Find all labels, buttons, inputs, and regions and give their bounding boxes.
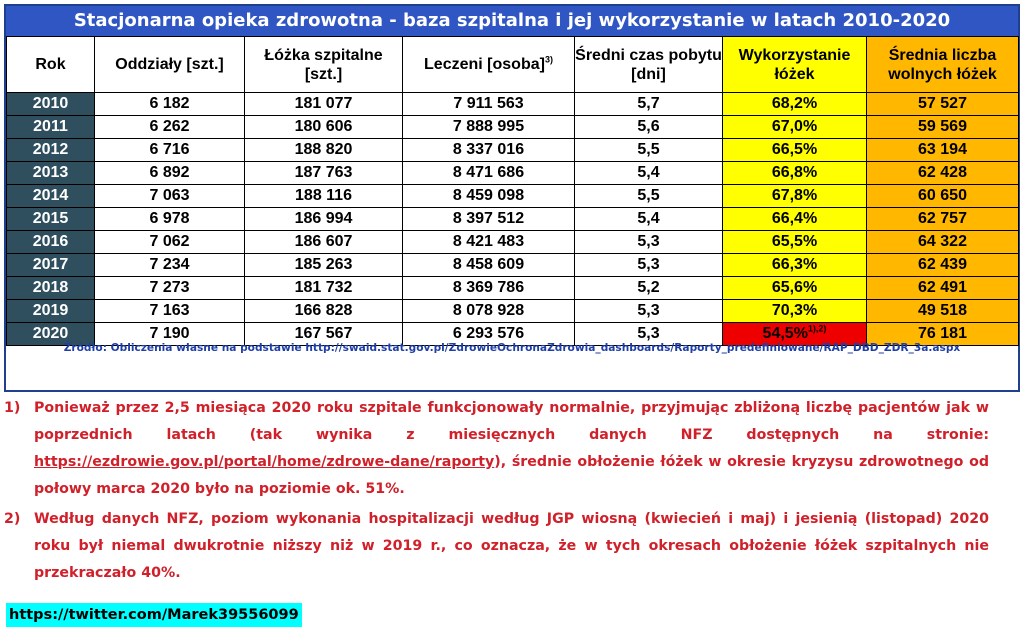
header-wykorzystanie: Wykorzystanie łóżek [723, 37, 867, 93]
cell-oddzialy [95, 139, 245, 162]
cell-wykorzystanie-value: 70,3% [771, 302, 818, 319]
cell-oddzialy-value: 7 234 [149, 256, 190, 273]
cell-wolne-value: 60 650 [918, 187, 967, 204]
table-row [7, 300, 1019, 323]
cell-wolne [867, 208, 1019, 231]
cell-leczeni [403, 185, 575, 208]
cell-wykorzystanie [723, 277, 867, 300]
cell-wolne-value: 62 428 [918, 164, 967, 181]
cell-lozka [245, 300, 403, 323]
cell-rok-value: 2011 [33, 118, 68, 135]
cell-leczeni-value: 8 337 016 [452, 141, 525, 158]
cell-rok-value: 2017 [32, 256, 69, 273]
cell-wykorzystanie [723, 254, 867, 277]
footnote-1-number: 1) [4, 400, 21, 416]
header-pobyt: Średni czas pobytu [dni] [575, 37, 723, 93]
cell-wolne [867, 231, 1019, 254]
cell-oddzialy [95, 300, 245, 323]
cell-rok [7, 139, 95, 162]
cell-pobyt-value: 5,2 [637, 279, 660, 296]
table-title: Stacjonarna opieka zdrowotna - baza szpitalna i jej wykorzystanie w latach 2010-2020 [6, 6, 1018, 36]
cell-lozka-value: 180 606 [294, 118, 353, 135]
cell-oddzialy-value: 6 978 [149, 210, 190, 227]
cell-pobyt [575, 231, 723, 254]
hospital-data-table [6, 36, 1019, 346]
cell-wykorzystanie [723, 185, 867, 208]
cell-wolne [867, 139, 1019, 162]
cell-leczeni-value: 6 293 576 [452, 325, 525, 342]
cell-lozka [245, 208, 403, 231]
table-row [7, 231, 1019, 254]
cell-lozka [245, 185, 403, 208]
cell-rok-value: 2019 [32, 302, 69, 319]
cell-lozka-value: 167 567 [294, 325, 353, 342]
cell-rok-value: 2014 [32, 187, 69, 204]
cell-lozka-value: 185 263 [294, 256, 353, 273]
cell-lozka [245, 254, 403, 277]
cell-oddzialy [95, 231, 245, 254]
cell-rok-value: 2020 [32, 325, 69, 342]
footnote-2 [4, 506, 989, 587]
cell-oddzialy [95, 116, 245, 139]
cell-oddzialy-value: 6 262 [149, 118, 190, 135]
cell-pobyt-value: 5,3 [637, 256, 660, 273]
cell-lozka-value: 188 116 [295, 187, 352, 204]
table-row [7, 93, 1019, 116]
cell-wykorzystanie-value: 67,8% [771, 187, 818, 204]
header-leczeni-footnote: 3) [544, 54, 553, 65]
cell-leczeni-value: 7 888 995 [452, 118, 525, 135]
cell-oddzialy-value: 6 892 [149, 164, 190, 181]
cell-rok-value: 2018 [32, 279, 69, 296]
table-row [7, 277, 1019, 300]
cell-rok-value: 2015 [32, 210, 69, 227]
cell-leczeni-value: 7 911 563 [453, 95, 524, 112]
header-oddzialy: Oddziały [szt.] [95, 37, 245, 93]
cell-pobyt [575, 162, 723, 185]
cell-leczeni-value: 8 369 786 [452, 279, 525, 296]
cell-leczeni [403, 254, 575, 277]
cell-wykorzystanie [723, 300, 867, 323]
cell-pobyt [575, 93, 723, 116]
cell-rok [7, 162, 95, 185]
cell-oddzialy [95, 185, 245, 208]
twitter-link[interactable]: https://twitter.com/Marek39556099 [6, 603, 302, 627]
cell-wykorzystanie-value: 66,8% [771, 164, 818, 181]
cell-wolne [867, 162, 1019, 185]
cell-rok-value: 2012 [32, 141, 69, 158]
cell-pobyt [575, 116, 723, 139]
table-row [7, 139, 1019, 162]
cell-oddzialy-value: 6 716 [149, 141, 190, 158]
footnote-1-text-after: ), średnie obłożenie łóżek w okresie kryzysu zdrowotnego od połowy marca 2020 było na poziomie ok. 51%. [34, 454, 989, 497]
cell-pobyt [575, 139, 723, 162]
cell-lozka [245, 116, 403, 139]
cell-leczeni [403, 300, 575, 323]
cell-rok-value: 2013 [32, 164, 69, 181]
cell-lozka-value: 181 077 [294, 95, 353, 112]
header-rok: Rok [7, 37, 95, 93]
cell-wolne [867, 254, 1019, 277]
cell-rok [7, 277, 95, 300]
cell-wykorzystanie [723, 231, 867, 254]
table-row [7, 208, 1019, 231]
cell-pobyt [575, 277, 723, 300]
cell-wykorzystanie [723, 162, 867, 185]
cell-leczeni [403, 93, 575, 116]
cell-leczeni-value: 8 459 098 [452, 187, 525, 204]
header-leczeni-label: Leczeni [osoba] [424, 56, 545, 73]
cell-wolne [867, 185, 1019, 208]
cell-wolne-value: 76 181 [918, 325, 967, 342]
cell-wykorzystanie-value: 65,6% [771, 279, 818, 296]
table-body [7, 93, 1019, 346]
cell-pobyt-value: 5,4 [637, 210, 660, 227]
nfz-reports-link[interactable]: https://ezdrowie.gov.pl/portal/home/zdrowe-dane/raporty [34, 454, 495, 470]
header-lozka: Łóżka szpitalne [szt.] [245, 37, 403, 93]
cell-wolne-value: 62 491 [918, 279, 967, 296]
cell-wolne [867, 277, 1019, 300]
cell-wolne-value: 62 757 [918, 210, 967, 227]
cell-rok [7, 116, 95, 139]
cell-wykorzystanie [723, 139, 867, 162]
cell-wolne-value: 64 322 [918, 233, 967, 250]
cell-wykorzystanie-value: 68,2% [771, 95, 818, 112]
cell-leczeni [403, 139, 575, 162]
cell-wykorzystanie [723, 116, 867, 139]
cell-oddzialy-value: 7 163 [149, 302, 190, 319]
cell-wykorzystanie-value: 65,5% [771, 233, 818, 250]
cell-wykorzystanie-value: 54,5% [762, 325, 808, 342]
cell-leczeni [403, 277, 575, 300]
cell-leczeni [403, 208, 575, 231]
cell-oddzialy-value: 7 063 [149, 187, 190, 204]
table-row [7, 254, 1019, 277]
cell-rok [7, 185, 95, 208]
cell-lozka [245, 277, 403, 300]
cell-wykorzystanie-value: 67,0% [771, 118, 818, 135]
cell-lozka-value: 166 828 [294, 302, 353, 319]
cell-wykorzystanie [723, 208, 867, 231]
cell-wykorzystanie-value: 66,4% [771, 210, 818, 227]
cell-lozka [245, 162, 403, 185]
table-row [7, 185, 1019, 208]
cell-leczeni-value: 8 078 928 [452, 302, 525, 319]
cell-pobyt [575, 300, 723, 323]
header-leczeni [403, 37, 575, 93]
cell-pobyt-value: 5,3 [637, 302, 660, 319]
cell-rok [7, 208, 95, 231]
cell-lozka [245, 231, 403, 254]
header-row [7, 37, 1019, 93]
cell-rok [7, 93, 95, 116]
cell-oddzialy [95, 277, 245, 300]
cell-lozka [245, 93, 403, 116]
cell-leczeni-value: 8 421 483 [452, 233, 525, 250]
cell-leczeni [403, 162, 575, 185]
cell-wolne [867, 116, 1019, 139]
source-note: Źródło: Obliczenia własne na podstawie http://swaid.stat.gov.pl/ZdrowieOchronaZdrowia_dashboards/Raporty_predefiniowane/RAP_DBD_ZDR_3a.aspx [63, 342, 961, 354]
cell-oddzialy-value: 6 182 [149, 95, 190, 112]
cell-pobyt-value: 5,3 [637, 325, 660, 342]
cell-wykorzystanie-value: 66,5% [771, 141, 818, 158]
cell-lozka-value: 187 763 [294, 164, 353, 181]
footnote-1-text-before: Ponieważ przez 2,5 miesiąca 2020 roku szpitale funkcjonowały normalnie, przyjmując zbliżoną liczbę pacjentów jak w poprzednich latach (tak wynika z miesięcznych danych NFZ dostępnych na stronie: [34, 400, 989, 443]
cell-wolne-value: 62 439 [918, 256, 967, 273]
cell-rok [7, 231, 95, 254]
cell-lozka [245, 139, 403, 162]
footnote-2-number: 2) [4, 511, 21, 527]
cell-rok-value: 2010 [32, 95, 69, 112]
cell-rok [7, 300, 95, 323]
cell-oddzialy [95, 93, 245, 116]
cell-wykorzystanie-value: 66,3% [771, 256, 818, 273]
table-row [7, 162, 1019, 185]
footnote-2-text: Według danych NFZ, poziom wykonania hospitalizacji według JGP wiosną (kwiecień i maj) i jesienią (listopad) 2020 roku był niemal dwukrotnie niższy niż w 2019 r., co oznacza, że w tych okresach obłożenie łóżek szpitalnych nie przekraczało 40%. [34, 511, 989, 581]
cell-lozka-value: 188 820 [294, 141, 353, 158]
cell-oddzialy [95, 254, 245, 277]
cell-pobyt-value: 5,7 [637, 95, 660, 112]
cell-rok-value: 2016 [32, 233, 69, 250]
cell-pobyt [575, 208, 723, 231]
cell-oddzialy [95, 208, 245, 231]
cell-pobyt-value: 5,4 [637, 164, 660, 181]
cell-pobyt-value: 5,5 [637, 187, 660, 204]
header-wolne: Średnia liczba wolnych łóżek [867, 37, 1019, 93]
cell-lozka-value: 181 732 [294, 279, 353, 296]
cell-wolne-value: 63 194 [918, 141, 967, 158]
cell-pobyt [575, 185, 723, 208]
cell-oddzialy-value: 7 190 [149, 325, 190, 342]
cell-pobyt [575, 254, 723, 277]
footnote-1 [4, 395, 989, 503]
cell-footnote-marker: 1),2) [807, 323, 827, 334]
table-frame [4, 4, 1020, 392]
cell-oddzialy-value: 7 062 [149, 233, 190, 250]
cell-wolne-value: 59 569 [918, 118, 967, 135]
cell-wolne [867, 300, 1019, 323]
cell-wykorzystanie [723, 93, 867, 116]
cell-leczeni-value: 8 458 609 [452, 256, 525, 273]
cell-lozka-value: 186 994 [294, 210, 353, 227]
cell-wolne [867, 93, 1019, 116]
cell-pobyt-value: 5,6 [637, 118, 660, 135]
cell-rok [7, 254, 95, 277]
cell-wolne-value: 49 518 [918, 302, 967, 319]
cell-pobyt-value: 5,5 [637, 141, 660, 158]
cell-wolne-value: 57 527 [918, 95, 967, 112]
cell-leczeni-value: 8 397 512 [452, 210, 525, 227]
cell-leczeni [403, 231, 575, 254]
table-row [7, 116, 1019, 139]
cell-leczeni-value: 8 471 686 [452, 164, 525, 181]
cell-pobyt-value: 5,3 [637, 233, 660, 250]
cell-leczeni [403, 116, 575, 139]
cell-oddzialy-value: 7 273 [149, 279, 190, 296]
cell-oddzialy [95, 162, 245, 185]
cell-lozka-value: 186 607 [294, 233, 353, 250]
